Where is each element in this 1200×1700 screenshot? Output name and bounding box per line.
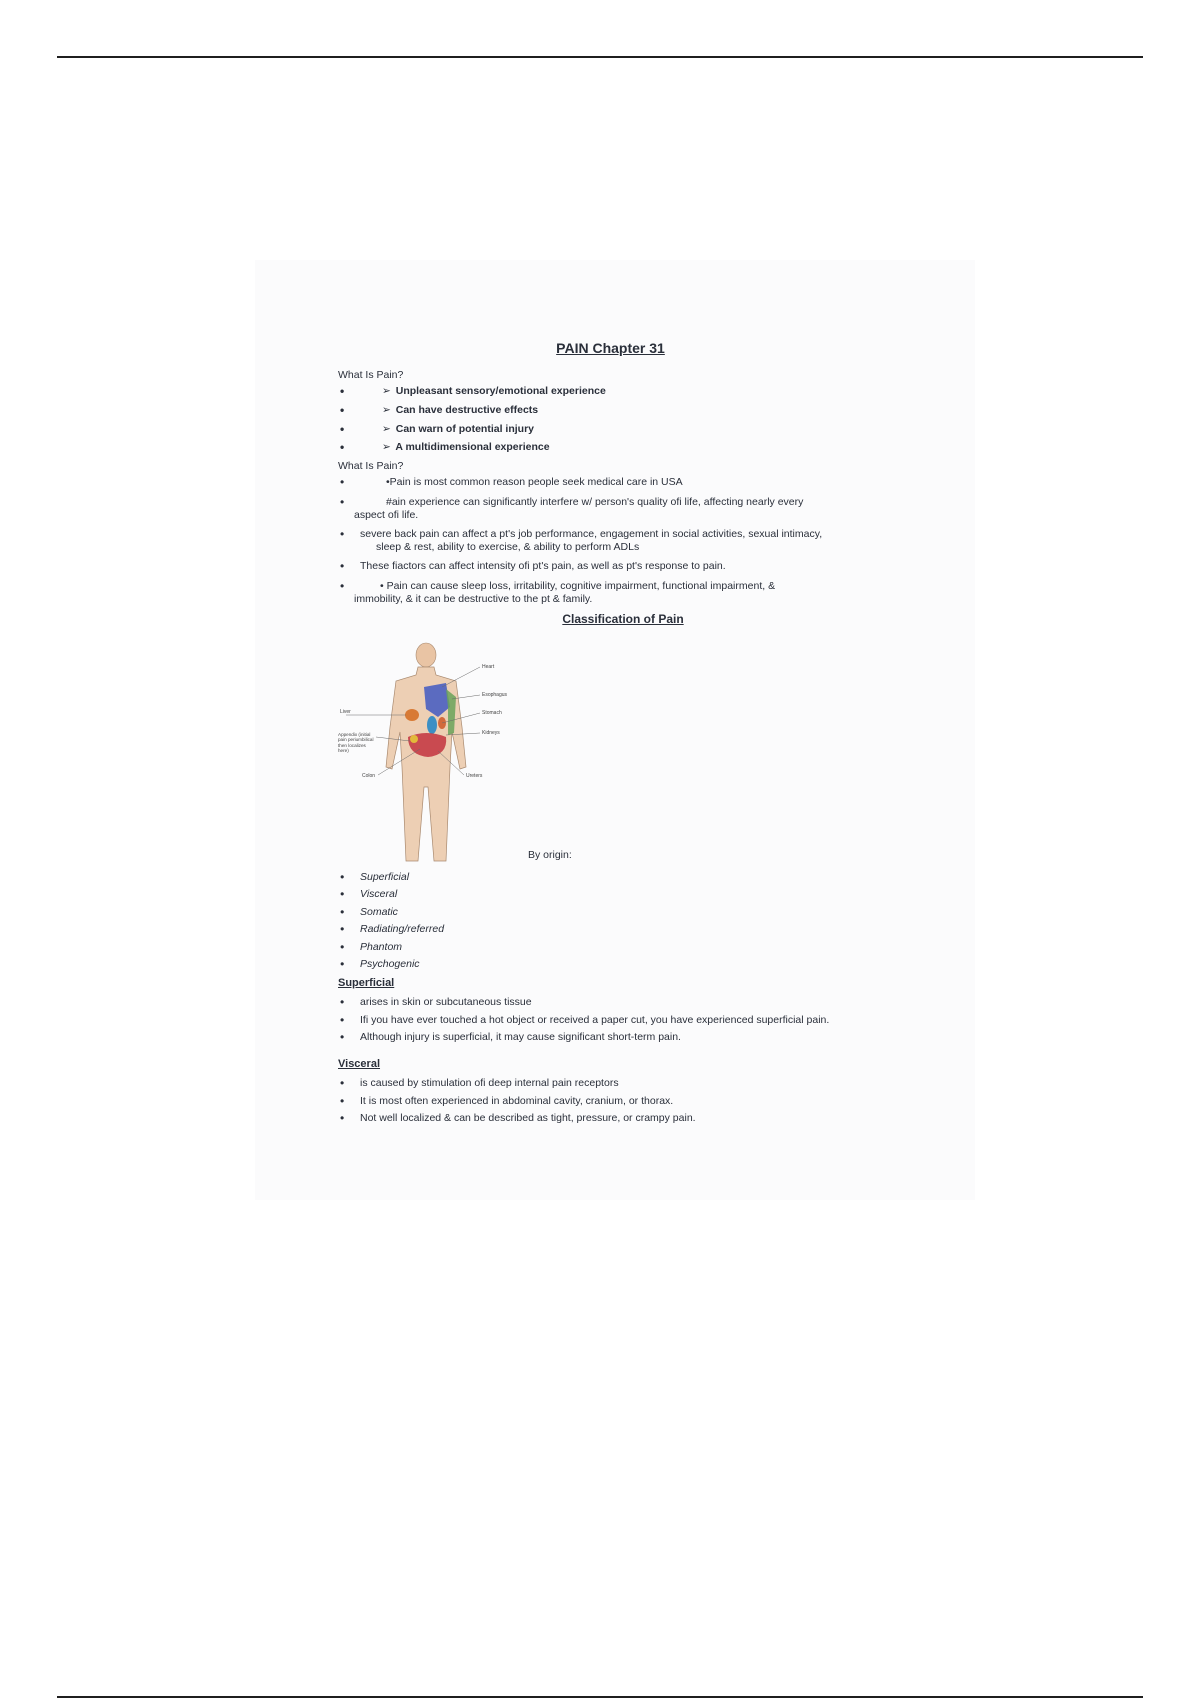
list-item: • arises in skin or subcutaneous tissue xyxy=(338,996,938,1009)
top-rule xyxy=(57,56,1143,58)
definition-list xyxy=(338,385,938,453)
label-esophagus: Esophagus xyxy=(482,691,508,698)
list-item: • Somatic xyxy=(338,906,938,919)
label-liver: Liver xyxy=(340,708,351,715)
list-item: • Ifi you have ever touched a hot object or received a paper cut, you have experienced superficial pain. xyxy=(338,1014,938,1027)
list-item: • ➢ Unpleasant sensory/emotional experience xyxy=(338,385,938,398)
classification-heading: Classification of Pain xyxy=(562,612,684,627)
list-item: • #ain experience can significantly interfere w/ person's quality ofi life, affecting nearly every aspect ofi life. xyxy=(338,496,938,521)
document-title: PAIN Chapter 31 xyxy=(556,340,665,356)
list-item: • Psychogenic xyxy=(338,958,938,971)
label-ureters: Ureters xyxy=(466,772,483,779)
list-item: • ➢ Can warn of potential injury xyxy=(338,423,938,436)
list-item: • • Pain can cause sleep loss, irritability, cognitive impairment, functional impairment, & immobility, & it can be destructive to the pt & family. xyxy=(338,580,938,605)
list-item: • Not well localized & can be described as tight, pressure, or crampy pain. xyxy=(338,1112,938,1125)
list-item: • These fiactors can affect intensity ofi pt's pain, as well as pt's response to pain. xyxy=(338,560,938,573)
visceral-list xyxy=(338,1077,938,1125)
referred-pain-body-figure xyxy=(338,637,538,865)
section-question: What Is Pain? xyxy=(338,368,404,381)
pain-types-list xyxy=(338,871,938,972)
list-item: • Phantom xyxy=(338,941,938,954)
label-appendix: Appendix (initial pain periumbilical then localizes here) xyxy=(338,731,374,753)
document-content xyxy=(338,340,938,1130)
list-item: • ➢ A multidimensional experience xyxy=(338,441,938,454)
list-item: • •Pain is most common reason people seek medical care in USA xyxy=(338,476,938,489)
list-item: • ➢ Can have destructive effects xyxy=(338,404,938,417)
list-item: • Although injury is superficial, it may cause significant short-term pain. xyxy=(338,1031,938,1044)
by-origin-label: By origin: xyxy=(528,848,572,861)
list-item: • It is most often experienced in abdominal cavity, cranium, or thorax. xyxy=(338,1095,938,1108)
label-stomach: Stomach xyxy=(482,709,502,716)
superficial-heading: Superficial xyxy=(338,977,395,990)
facts-list xyxy=(338,476,938,605)
list-item: • is caused by stimulation ofi deep internal pain receptors xyxy=(338,1077,938,1090)
section-question: What Is Pain? xyxy=(338,459,404,472)
superficial-list xyxy=(338,996,938,1044)
label-heart: Heart xyxy=(482,663,495,670)
visceral-heading: Visceral xyxy=(338,1058,381,1071)
list-item: • Radiating/referred xyxy=(338,923,938,936)
list-item: • Visceral xyxy=(338,888,938,901)
label-kidneys: Kidneys xyxy=(482,729,500,736)
list-item: • severe back pain can affect a pt's job performance, engagement in social activities, sexual intimacy, sleep & rest, ability to exercise, & ability to perform ADLs xyxy=(338,528,938,553)
label-colon: Colon xyxy=(362,772,376,779)
bottom-rule xyxy=(57,1696,1143,1698)
list-item: • Superficial xyxy=(338,871,938,884)
figure-row xyxy=(338,637,938,867)
